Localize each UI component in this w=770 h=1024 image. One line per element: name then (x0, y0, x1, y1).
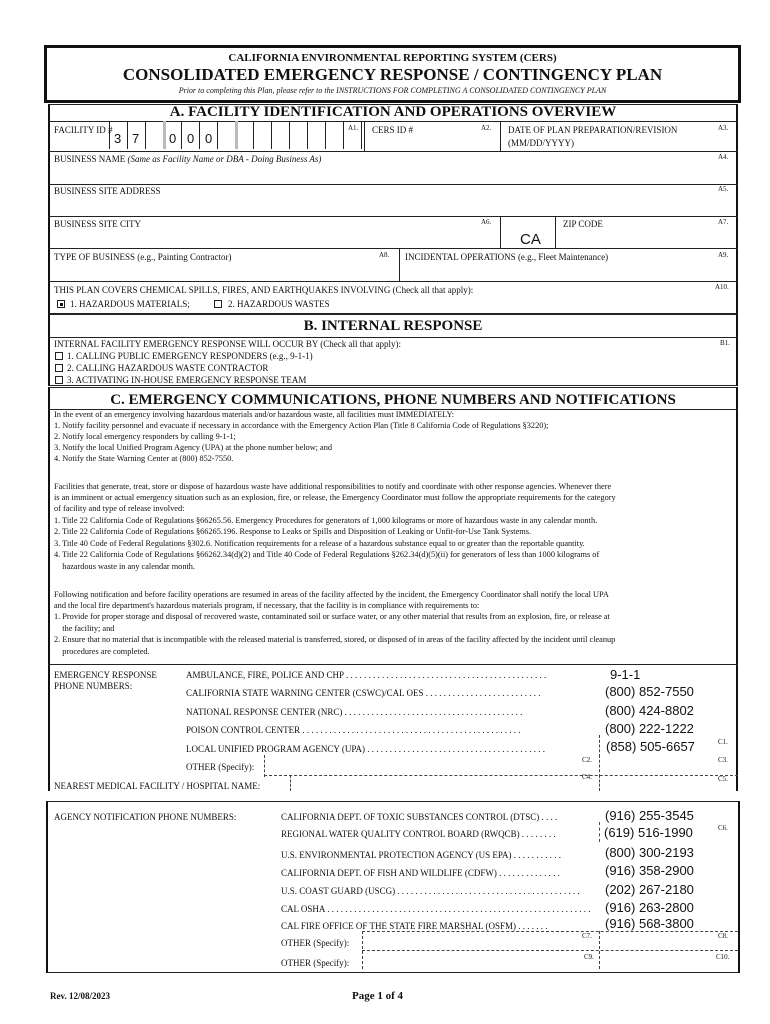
paragraph-line: 2. Title 22 California Code of Regulations §66265.196. Response to Leaks or Spills and Disposition of Leaking or Unfit-for-Use Tank Systems. (54, 527, 532, 536)
call-public-responders-label: 1. CALLING PUBLIC EMERGENCY RESPONDERS (e.g., 9-1-1) (67, 351, 313, 361)
erp-label: EMERGENCY RESPONSE PHONE NUMBERS: (54, 670, 157, 691)
plan-date-field[interactable] (610, 136, 735, 150)
paragraph-line: is an imminent or actual emergency situation such as an explosion, fire, or release, the Emergency Coordinator must follow the appropriate requirements for the category (54, 493, 616, 502)
paragraph-line: Following notification and before facility operations are resumed in areas of the facility affected by the incident, the Emergency Coordinator shall notify the local UPA (54, 590, 609, 599)
form-title: CONSOLIDATED EMERGENCY RESPONSE / CONTINGENCY PLAN (122, 65, 663, 84)
site-city-field[interactable] (52, 231, 498, 247)
section-a-title: A. FACILITY IDENTIFICATION AND OPERATIONS OVERVIEW (169, 104, 617, 120)
facility-id-field[interactable] (109, 121, 361, 151)
site-address-field[interactable] (52, 198, 732, 214)
paragraph-line: Facilities that generate, treat, store or dispose of hazardous waste have additional responsibilities to notify and coordinate with other response agencies. Whenever there (54, 482, 612, 491)
field-tag-b1: B1. (720, 339, 730, 347)
paragraph-line: In the event of an emergency involving hazardous materials and/or hazardous waste, all facilities must IMMEDIATELY: (54, 410, 455, 419)
erp-nrc-label: NATIONAL RESPONSE CENTER (NRC) . . . . . . . . . . . . . . . . . . . . . . . . . . . . . . . . . . . . . . . . (186, 707, 523, 717)
hazardous-wastes-checkbox[interactable] (214, 300, 222, 308)
form-subtitle: Prior to completing this Plan, please refer to the INSTRUCTIONS FOR COMPLETING A CONSOLIDATED CONTINGENCY PLAN (178, 86, 607, 95)
field-tag-c9: C9. (584, 953, 594, 961)
hazardous-wastes-label: 2. HAZARDOUS WASTES (228, 299, 330, 309)
business-type-label: TYPE OF BUSINESS (e.g., Painting Contractor) (54, 252, 232, 262)
erp-upa-label: LOCAL UNIFIED PROGRAM AGENCY (UPA) . . . . . . . . . . . . . . . . . . . . . . . . . . . . . . . . . . . . . . . . (186, 744, 546, 754)
agency-osfm-label: CAL FIRE OFFICE OF THE STATE FIRE MARSHAL (OSFM) . . . . . . . (281, 921, 548, 931)
agency-calosha-phone: (916) 263-2800 (605, 900, 694, 915)
agency-cdfw-phone: (916) 358-2900 (605, 863, 694, 878)
cers-id-field[interactable] (365, 136, 498, 150)
plan-date-format: (MM/DD/YYYY) (508, 138, 574, 148)
paragraph-line: 1. Notify facility personnel and evacuate if necessary in accordance with the Emergency Action Plan (Title 8 California Code of Regulations §3220); (54, 421, 549, 430)
site-address-label: BUSINESS SITE ADDRESS (54, 186, 161, 196)
field-tag-c2: C2. (582, 756, 592, 764)
paragraph-line: the facility; and (54, 624, 115, 633)
agency-notification-label: AGENCY NOTIFICATION PHONE NUMBERS: (54, 812, 237, 822)
facility-id-label: FACILITY ID # (54, 125, 113, 135)
state-value: CA (520, 231, 541, 248)
system-name: CALIFORNIA ENVIRONMENTAL REPORTING SYSTEM (CERS) (228, 52, 557, 64)
zip-field[interactable] (560, 231, 732, 247)
erp-cswc-phone: (800) 852-7550 (605, 684, 694, 699)
field-tag-a10: A10. (715, 283, 729, 291)
field-tag-a2: A2. (481, 124, 492, 132)
erp-upa-phone: (858) 505-6657 (606, 739, 695, 754)
revision-date: Rev. 12/08/2023 (50, 991, 110, 1001)
agency-uscg-phone: (202) 267-2180 (605, 882, 694, 897)
erp-other-label: OTHER (Specify): (186, 762, 255, 772)
facility-id-digit: 0 (187, 131, 195, 146)
paragraph-line: 4. Notify the State Warning Center at (800) 852-7550. (54, 454, 234, 463)
agency-other-field-2[interactable] (366, 952, 594, 967)
site-city-label: BUSINESS SITE CITY (54, 219, 142, 229)
field-tag-c7: C7. (582, 932, 592, 940)
call-waste-contractor-label: 2. CALLING HAZARDOUS WASTE CONTRACTOR (67, 363, 269, 373)
business-name-field[interactable] (52, 166, 732, 182)
internal-response-intro: INTERNAL FACILITY EMERGENCY RESPONSE WILL OCCUR BY (Check all that apply): (54, 339, 401, 349)
field-tag-a7: A7. (718, 218, 729, 226)
field-tag-c10: C10. (716, 953, 730, 961)
erp-nrc-phone: (800) 424-8802 (605, 703, 694, 718)
erp-other-field[interactable] (268, 757, 594, 773)
agency-other-label-1: OTHER (Specify): (281, 938, 350, 948)
agency-rwqcb-phone: (619) 516-1990 (604, 825, 693, 840)
erp-other-phone-field[interactable] (603, 757, 713, 773)
cers-id-label: CERS ID # (372, 125, 414, 135)
agency-cdfw-label: CALIFORNIA DEPT. OF FISH AND WILDLIFE (CDFW) . . . . . . . . . . . . . . (281, 868, 560, 878)
agency-uscg-label: U.S. COAST GUARD (USCG) . . . . . . . . . . . . . . . . . . . . . . . . . . . . . . . . . . . . . . . . . (281, 886, 580, 896)
paragraph-line: 4. Title 22 California Code of Regulations §66262.34(d)(2) and Title 40 Code of Federal Regulations §262.34(d)(5)(ii) for generators of less than 1000 kilograms of (54, 550, 600, 559)
facility-id-digit: 0 (169, 131, 177, 146)
agency-other-label-2: OTHER (Specify): (281, 958, 350, 968)
paragraph-line: 1. Title 22 California Code of Regulations §66265.56. Emergency Procedures for generators of 1,000 kilograms or more of hazardous waste in any calendar month. (54, 516, 598, 525)
section-c-title: C. EMERGENCY COMMUNICATIONS, PHONE NUMBERS AND NOTIFICATIONS (110, 392, 676, 408)
erp-ambulance-phone: 9-1-1 (610, 667, 641, 682)
facility-id-digit: 3 (114, 131, 122, 146)
section-b-title: B. INTERNAL RESPONSE (303, 318, 483, 334)
field-tag-a4: A4. (718, 153, 729, 161)
business-name-label: BUSINESS NAME (Same as Facility Name or DBA - Doing Business As) (54, 154, 322, 164)
field-tag-a8: A8. (379, 251, 390, 259)
field-tag-a6: A6. (481, 218, 492, 226)
incidental-ops-field[interactable] (402, 264, 732, 280)
paragraph-line: of facility and type of release involved: (54, 504, 185, 513)
nearest-medical-field[interactable] (293, 777, 593, 791)
agency-rwqcb-label: REGIONAL WATER QUALITY CONTROL BOARD (RWQCB) . . . . . . . . (281, 829, 556, 839)
field-tag-c1: C1. (718, 738, 728, 746)
hazardous-materials-label: 1. HAZARDOUS MATERIALS; (70, 299, 190, 309)
agency-other-field-1[interactable] (366, 933, 594, 948)
field-tag-c8: C8. (718, 932, 728, 940)
paragraph-line: 1. Provide for proper storage and disposal of recovered waste, contaminated soil or surface water, or any other material that results from an explosion, fire, or release at (54, 612, 610, 621)
plan-covers-label: THIS PLAN COVERS CHEMICAL SPILLS, FIRES, AND EARTHQUAKES INVOLVING (Check all that apply): (54, 285, 474, 295)
call-waste-contractor-checkbox[interactable] (55, 364, 63, 372)
agency-calosha-label: CAL OSHA . . . . . . . . . . . . . . . . . . . . . . . . . . . . . . . . . . . . . . . . . . . . . . . . . . . . . . . . . . . (281, 904, 591, 914)
field-tag-c4: C4. (582, 773, 592, 781)
paragraph-line: 3. Notify the local Unified Program Agency (UPA) at the phone number below; and (54, 443, 333, 452)
field-tag-a5: A5. (718, 185, 729, 193)
agency-dtsc-label: CALIFORNIA DEPT. OF TOXIC SUBSTANCES CONTROL (DTSC) . . . . (281, 812, 558, 822)
erp-poison-phone: (800) 222-1222 (605, 721, 694, 736)
erp-ambulance-label: AMBULANCE, FIRE, POLICE AND CHP . . . . . . . . . . . . . . . . . . . . . . . . . . . . . . . . . . . . . . . . . . . . . (186, 670, 547, 680)
agency-usepa-phone: (800) 300-2193 (605, 845, 694, 860)
agency-other-phone-field-1[interactable] (603, 933, 713, 948)
field-tag-a9: A9. (718, 251, 729, 259)
hazardous-materials-checkbox[interactable] (57, 300, 65, 308)
agency-osfm-phone: (916) 568-3800 (605, 916, 694, 931)
field-tag-c5: C5. (718, 775, 728, 783)
paragraph-line: 2. Notify local emergency responders by calling 9-1-1; (54, 432, 236, 441)
erp-poison-label: POISON CONTROL CENTER . . . . . . . . . . . . . . . . . . . . . . . . . . . . . . . . . . . . . . . . . . . . . . . . . (186, 725, 521, 735)
field-tag-c3: C3. (718, 756, 728, 764)
field-tag-a3: A3. (718, 124, 729, 132)
paragraph-line: and the local fire department's hazardous materials program, if necessary, that the facility is in compliance with requirements to: (54, 601, 480, 610)
nearest-medical-phone-field[interactable] (603, 777, 713, 791)
business-type-field[interactable] (52, 264, 396, 280)
paragraph-line: 2. Ensure that no material that is incompatible with the released material is transferred, stored, or disposed of in areas of the facility affected by the incident until cleanup (54, 635, 616, 644)
activate-inhouse-team-label: 3. ACTIVATING IN-HOUSE EMERGENCY RESPONSE TEAM (67, 375, 307, 385)
field-tag-c6: C6. (718, 824, 728, 832)
incidental-ops-label: INCIDENTAL OPERATIONS (e.g., Fleet Maintenance) (405, 252, 609, 262)
erp-cswc-label: CALIFORNIA STATE WARNING CENTER (CSWC)/CAL OES . . . . . . . . . . . . . . . . . . . . . . . . . . (186, 688, 541, 698)
paragraph-line: procedures are completed. (54, 647, 150, 656)
agency-dtsc-phone: (916) 255-3545 (605, 808, 694, 823)
facility-id-digit: 0 (205, 131, 213, 146)
plan-date-label: DATE OF PLAN PREPARATION/REVISION (508, 125, 678, 135)
field-tag-a1: A1. (348, 124, 359, 132)
paragraph-line: hazardous waste in any calendar month. (54, 562, 195, 571)
zip-label: ZIP CODE (563, 219, 603, 229)
agency-other-phone-field-2[interactable] (603, 952, 713, 967)
paragraph-line: 3. Title 40 Code of Federal Regulations §302.6. Notification requirements for a release of a hazardous substance equal to or greater than the reportable quantity. (54, 539, 585, 548)
page-number: Page 1 of 4 (352, 990, 404, 1002)
agency-usepa-label: U.S. ENVIRONMENTAL PROTECTION AGENCY (US EPA) . . . . . . . . . . . (281, 850, 562, 860)
call-public-responders-checkbox[interactable] (55, 352, 63, 360)
activate-inhouse-team-checkbox[interactable] (55, 376, 63, 384)
facility-id-digit: 7 (132, 131, 140, 146)
nearest-medical-label: NEAREST MEDICAL FACILITY / HOSPITAL NAME: (54, 781, 261, 791)
